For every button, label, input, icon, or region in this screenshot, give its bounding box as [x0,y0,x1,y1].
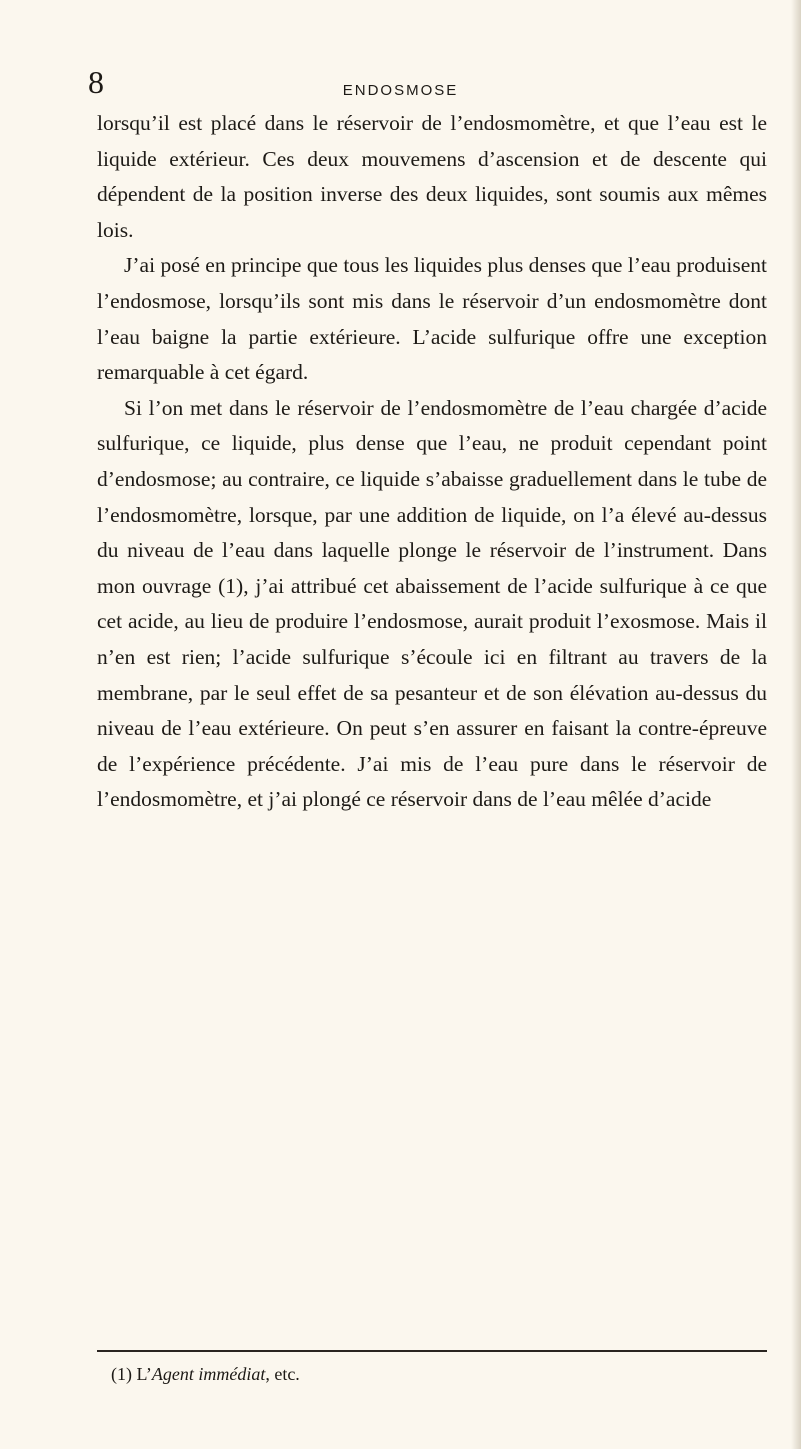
paragraph: Si l’on met dans le réservoir de l’endosmomètre de l’eau chargée d’acide sulfurique, ce liquide, plus dense que l’eau, ne produit cependant point d’endosmose; au contraire, ce liquide s’abaisse graduellement dans le tube de l’endosmomètre, lorsque, par une addition de liquide, on l’a élevé au-dessus du niveau de l’eau dans laquelle plonge le réservoir de l’instrument. Dans mon ouvrage (1), j’ai attribué cet abaissement de l’acide sulfurique à ce que cet acide, au lieu de produire l’endosmose, aurait produit l’exosmose. Mais il n’en est rien; l’acide sulfurique s’écoule ici en filtrant au travers de la membrane, par le seul effet de sa pesanteur et de son élévation au-dessus du niveau de l’eau extérieure. On peut s’en assurer en faisant la contre-épreuve de l’expérience précédente. J’ai mis de l’eau pure dans le réservoir de l’endosmomètre, et j’ai plongé ce réservoir dans de l’eau mêlée d’acide [97,395,767,812]
running-head: ENDOSMOSE [342,82,459,99]
page-number: 8 [88,64,104,100]
footnote-marker: (1) [111,1364,132,1384]
footnote-title: Agent immédiat [151,1364,266,1384]
footnote-prefix: L’ [136,1364,152,1384]
paragraph-continued: lorsqu’il est placé dans le réservoir de l’endosmomètre, et que l’eau est le liquide extérieur. Ces deux mouvemens d’ascension et de descente qui dépendent de la position inverse des deux liquides, sont soumis aux mêmes lois. [97,111,767,242]
footnote-suffix: , etc. [265,1364,300,1384]
body-text [97,106,767,818]
page-edge-shadow [791,0,801,1449]
footnote-rule [97,1350,767,1352]
paragraph: J’ai posé en principe que tous les liquides plus denses que l’eau produisent l’endosmose, lorsqu’ils sont mis dans le réservoir d’un endosmomètre dont l’eau baigne la partie extérieure. L’acide sulfurique offre une exception remarquable à cet égard. [97,253,767,385]
footnote [111,1362,300,1386]
